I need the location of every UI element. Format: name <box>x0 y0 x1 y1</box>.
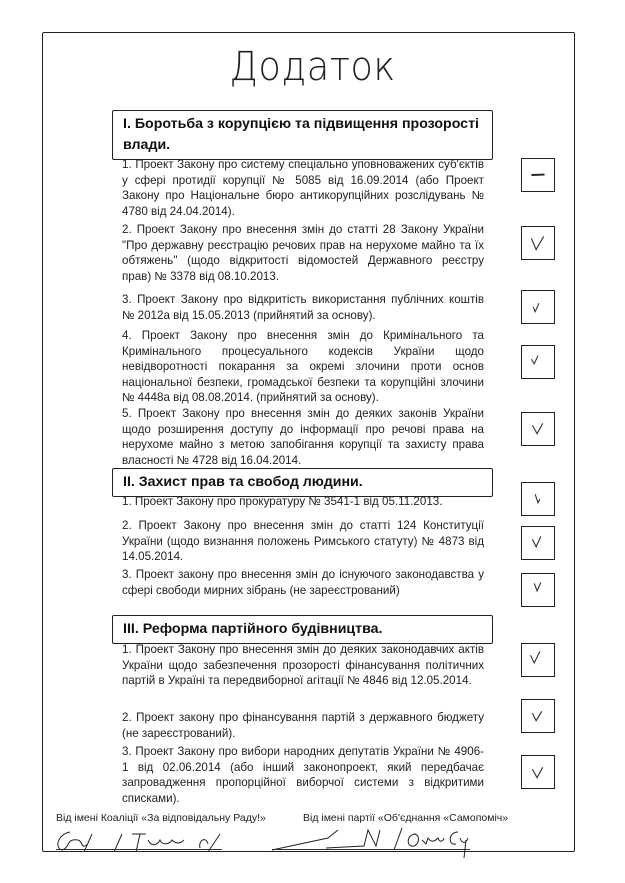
checkmark-icon <box>522 756 554 788</box>
signature-left-icon <box>48 822 238 860</box>
list-item: 2. Проект Закону про внесення змін до статті 124 Конституції України (щодо визнання положень Римського статуту) № 4873 від 14.05.2014. <box>122 519 484 563</box>
checkbox-checked[interactable] <box>521 290 555 324</box>
checkbox-checked[interactable] <box>521 699 555 733</box>
list-item: 3. Проект Закону про відкритість використання публічних коштів № 2012а від 15.05.2013 (прийнятий за основу). <box>122 293 484 322</box>
checkbox-checked[interactable] <box>521 526 555 560</box>
section-heading-1: І. Боротьба з корупцією та підвищення прозорості влади. <box>112 110 493 160</box>
checkbox-checked[interactable] <box>521 482 555 516</box>
list-item: 3. Проект Закону про вибори народних депутатів України № 4906-1 від 02.06.2014 (або інший законопроект, який передбачає запровадження пропорційної виборчої системи з відкритими списками). <box>122 745 484 805</box>
list-item: 1. Проект Закону про прокуратуру № 3541-1 від 05.11.2013. <box>122 495 443 508</box>
checkmark-icon <box>522 700 554 732</box>
checkbox-checked[interactable] <box>521 643 555 677</box>
signature-label-coalition: Від імені Коаліції «За відповідальну Раду!» <box>56 812 266 824</box>
checkbox-checked[interactable] <box>521 412 555 446</box>
section-heading-2: ІІ. Захист прав та свобод людини. <box>112 468 493 497</box>
checkbox-dash[interactable] <box>521 158 555 192</box>
dash-mark-icon <box>522 159 554 191</box>
signature-label-samopomich: Від імені партії «Об'єднання «Самопоміч» <box>303 812 509 824</box>
document-title: Додаток <box>229 44 396 90</box>
checkmark-icon <box>522 346 554 378</box>
checkmark-icon <box>522 413 554 445</box>
checkbox-checked[interactable] <box>521 573 555 607</box>
checkmark-icon <box>522 527 554 559</box>
list-item: 2. Проект закону про фінансування партій з державного бюджету (не зареєстрований). <box>122 711 484 740</box>
list-item: 4. Проект Закону про внесення змін до Кримінального та Кримінального процесуального кодексів України щодо невідворотності покарання за окремі злочини проти основ національної безпеки, громадської безпеки та корупційні злочини № 4448а від 08.08.2014. (прийнятий за основу). <box>122 329 484 404</box>
checkbox-checked[interactable] <box>521 345 555 379</box>
checkbox-checked[interactable] <box>521 755 555 789</box>
checkbox-checked[interactable] <box>521 226 555 260</box>
list-item: 2. Проект Закону про внесення змін до статті 28 Закону України "Про державну реєстрацію речових прав на нерухоме майно та їх обтяжень" (щодо відкритості відомостей Державного реєстру прав) № 3378 від 08.10.2013. <box>122 223 484 283</box>
signature-right-icon <box>268 818 478 862</box>
list-item: 1. Проект Закону про внесення змін до деяких законодавчих актів України щодо забезпечення прозорості фінансування політичних партій в Україні та передвиборної агітації № 4846 від 12.05.2014. <box>122 643 484 687</box>
section-heading-3: ІІІ. Реформа партійного будівництва. <box>112 615 493 644</box>
checkmark-icon <box>522 644 554 676</box>
checkmark-icon <box>522 227 554 259</box>
list-item: 3. Проект закону про внесення змін до існуючого законодавства у сфері свободи мирних зібрань (не зареєстрований) <box>122 568 484 597</box>
list-item: 1. Проект Закону про систему спеціально уповноважених суб'єктів у сфері протидії корупції № 5085 від 16.09.2014 (або Проект Закону про Національне бюро антикорупційних розслідувань № 4780 від 24.04.2014). <box>122 158 484 218</box>
checkmark-icon <box>522 483 554 515</box>
checkmark-icon <box>522 291 554 323</box>
checkmark-icon <box>522 574 554 606</box>
list-item: 5. Проект Закону про внесення змін до деяких законів України щодо розширення доступу до інформації про речові права на нерухоме майно з метою запобігання корупції та захисту права власності № 4728 від 16.04.2014. <box>122 407 484 467</box>
